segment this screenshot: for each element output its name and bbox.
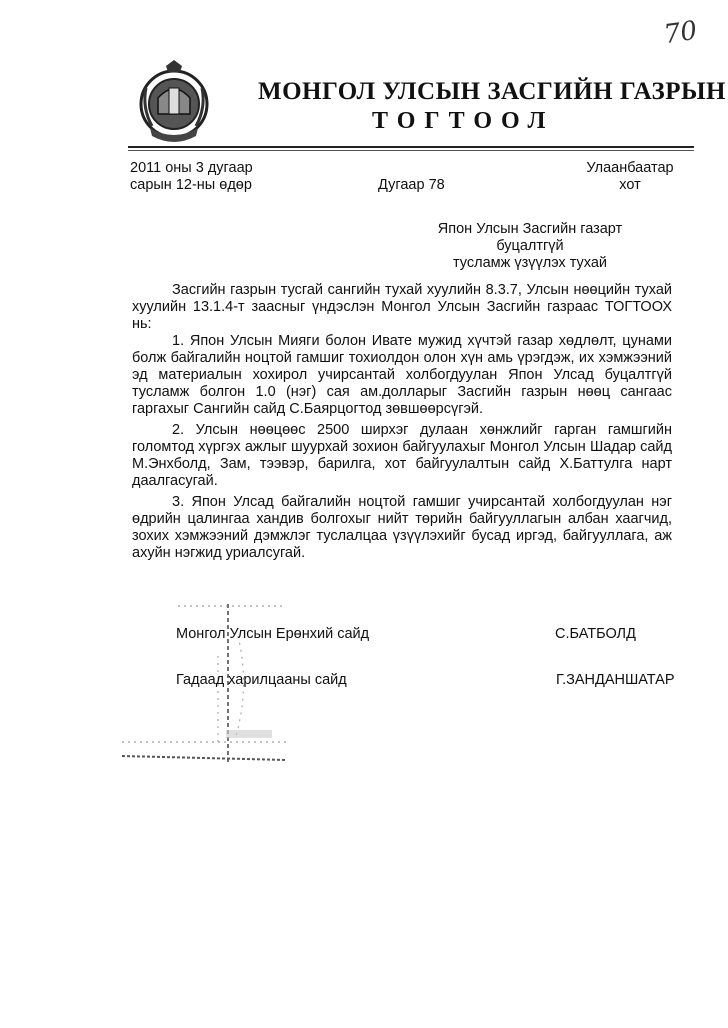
subject-line-1: Япон Улсын Засгийн газарт буцалтгүй xyxy=(437,221,623,254)
header-rule-thin xyxy=(128,150,694,151)
signatory-role-2: Гадаад харилцааны сайд xyxy=(176,672,347,688)
header-rule xyxy=(128,146,694,148)
decree-number: Дугаар 78 xyxy=(378,177,445,193)
subject-line-2: тусламж үзүүлэх тухай xyxy=(452,255,608,271)
signatory-name-2: Г.ЗАНДАНШАТАР xyxy=(556,672,675,688)
clause-1: 1. Япон Улсын Мияги болон Ивате мужид хүчтэй газар хөдлөлт, цунами болж байгалийн ноцтой гамшиг тохиолдон олон хүн амь үрэгдэж, их хэмжээний эд материалын хохирол учирсантай холбогдуулан Япон Улсад буцалтгүй тусламж болгон 1.0 (нэг) сая ам.долларыг Засгийн газрын нөөц сангаас гаргахыг Сангийн сайд С.Баярцогтод зөвшөөрсүгэй. xyxy=(132,333,672,417)
decree-subject xyxy=(410,221,650,272)
state-emblem xyxy=(136,58,212,148)
decree-date xyxy=(130,160,253,194)
clause-2: 2. Улсын нөөцөөс 2500 ширхэг дулаан хөнжлийг гарган гамшгийн голомтод хүргэх ажлыг шуурхай зохион байгуулахыг Монгол Улсын Шадар сайд М.Энхболд, Зам, тээвэр, барилга, хот байгуулалтын сайд Х.Баттулга нарт даалгасугай. xyxy=(132,422,672,489)
page-number: 70 xyxy=(662,15,700,51)
signatory-role-1: Монгол Улсын Ерөнхий сайд xyxy=(176,626,370,642)
header-title: МОНГОЛ УЛСЫН ЗАСГИЙН ГАЗРЫН xyxy=(258,78,726,105)
signatory-name-1: С.БАТБОЛД xyxy=(555,626,636,642)
place-line-2: хот xyxy=(619,177,641,193)
header-subtitle: ТОГТООЛ xyxy=(372,108,555,134)
place-line-1: Улаанбаатар xyxy=(586,160,674,176)
date-line-1: 2011 оны 3 дугаар xyxy=(130,160,253,176)
date-line-2: сарын 12-ны өдөр xyxy=(130,177,252,193)
clause-3: 3. Япон Улсад байгалийн ноцтой гамшиг учирсантай холбогдуулан нэг өдрийн цалингаа хандив болгохыг нийт төрийн байгууллагын албан хаагчид, зохих хэмжээний дэмжлэг туслалцаа үзүүлэхийг бусад иргэд, байгууллага, аж ахуйн нэгжид уриалсугай. xyxy=(132,494,672,561)
intro-paragraph: Засгийн газрын тусгай сангийн тухай хуулийн 8.3.7, Улсын нөөцийн тухай хуулийн 13.1.4-т заасныг үндэслэн Монгол Улсын Засгийн газраас ТОГТООХ нь: xyxy=(132,282,672,332)
decree-place xyxy=(580,160,680,194)
